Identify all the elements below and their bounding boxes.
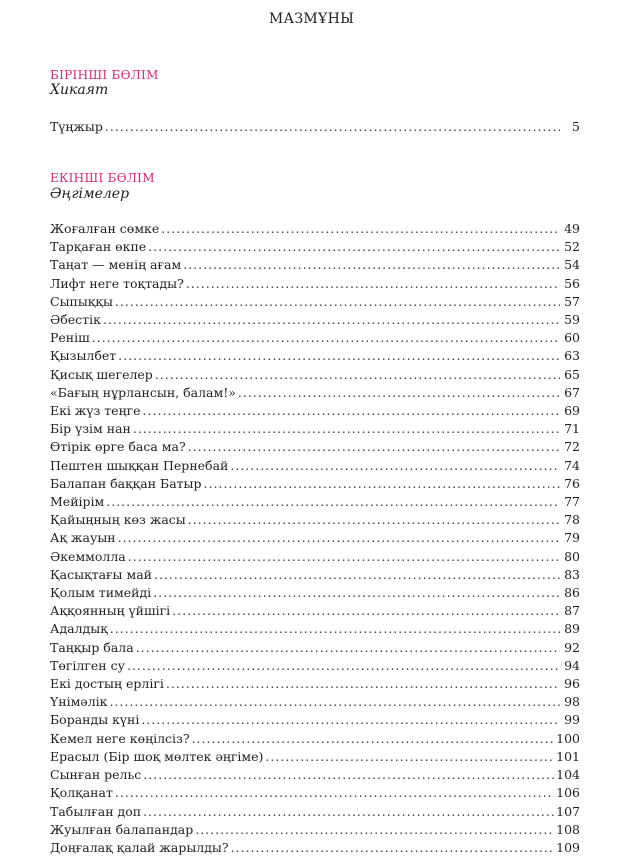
toc-entry-page: 60 xyxy=(564,330,580,346)
toc-entry-title: Ерасыл (Бір шоқ мөлтек әңгіме) xyxy=(50,748,264,764)
toc-leader-dots xyxy=(143,402,560,420)
toc-entry-page: 92 xyxy=(564,639,580,655)
toc-entry-page: 63 xyxy=(564,348,580,364)
toc-entry[interactable] xyxy=(50,529,580,547)
toc-entry[interactable] xyxy=(50,238,580,256)
toc-entry-title: Қолқанат xyxy=(50,785,113,801)
part-two-subtitle: Әңгімелер xyxy=(50,186,130,202)
toc-leader-dots xyxy=(128,548,560,566)
toc-entry-title: Үнiмәлік xyxy=(50,694,108,710)
toc-entry-page: 86 xyxy=(564,585,580,601)
toc-entry-title: Табылған доп xyxy=(50,803,142,819)
toc-entry[interactable] xyxy=(50,275,580,293)
toc-entry-page: 52 xyxy=(564,239,580,255)
toc-entry-title: Тарқаған өкпе xyxy=(50,239,147,255)
toc-leader-dots xyxy=(133,420,560,438)
toc-leader-dots xyxy=(188,511,560,529)
toc-entry-title: Екі жүз теңге xyxy=(50,403,141,419)
toc-entry-title: Аққоянның үйшігі xyxy=(50,603,171,619)
toc-entry[interactable] xyxy=(50,366,580,384)
toc-entry[interactable] xyxy=(50,620,580,638)
toc-entry-page: 80 xyxy=(564,548,580,564)
toc-entry[interactable] xyxy=(50,402,580,420)
toc-entry[interactable] xyxy=(50,311,580,329)
toc-entry-title: Сыпыққы xyxy=(50,293,113,309)
toc-entry[interactable] xyxy=(50,584,580,602)
toc-entry-title: Мейірім xyxy=(50,494,105,510)
toc-entry-page: 107 xyxy=(556,803,580,819)
toc-entry-title: Ақ жауын xyxy=(50,530,116,546)
toc-leader-dots xyxy=(143,766,554,784)
toc-entry-page: 74 xyxy=(564,457,580,473)
toc-entry[interactable] xyxy=(50,475,580,493)
toc-entry-title: «Бағың нұрлансын, балам!» xyxy=(50,384,236,400)
toc-leader-dots xyxy=(118,347,560,365)
toc-leader-dots xyxy=(118,529,560,547)
toc-entry[interactable] xyxy=(50,256,580,274)
toc-leader-dots xyxy=(141,711,560,729)
toc-leader-dots xyxy=(148,238,560,256)
toc-entry-title: Жуылған балапандар xyxy=(50,821,194,837)
toc-leader-dots xyxy=(115,293,560,311)
toc-entry[interactable] xyxy=(50,639,580,657)
toc-entry-title: Түңжыр xyxy=(50,119,103,134)
toc-entry[interactable] xyxy=(50,566,580,584)
toc-leader-dots xyxy=(265,748,554,766)
toc-entry-page: 59 xyxy=(564,312,580,328)
toc-entry-page: 96 xyxy=(564,676,580,692)
toc-entry[interactable] xyxy=(50,748,580,766)
toc-leader-dots xyxy=(166,675,560,693)
toc-leader-dots xyxy=(143,803,554,821)
page-title: МАЗМҰНЫ xyxy=(268,11,355,27)
toc-entry[interactable] xyxy=(50,821,580,839)
toc-leader-dots xyxy=(92,329,560,347)
toc-entry-page: 106 xyxy=(556,785,580,801)
toc-entry-title: Төгілген су xyxy=(50,657,125,673)
toc-entry[interactable] xyxy=(50,766,580,784)
toc-entry-page: 56 xyxy=(564,275,580,291)
toc-entry-title: Қызылбет xyxy=(50,348,117,364)
part-one-label: БІРІНШІ БӨЛІМ xyxy=(50,68,159,82)
toc-entry-title: Пештен шыққан Пернебай xyxy=(50,457,229,473)
toc-entry-page: 69 xyxy=(564,403,580,419)
toc-leader-dots xyxy=(153,584,560,602)
toc-entry-title: Қисық шегелер xyxy=(50,366,153,382)
toc-leader-dots xyxy=(136,639,560,657)
toc-entry-title: Боранды күні xyxy=(50,712,140,728)
part-one-subtitle: Хикаят xyxy=(50,82,109,98)
toc-leader-dots xyxy=(231,839,555,857)
part-two-label: ЕКІНШІ БӨЛІМ xyxy=(50,171,155,185)
toc-entry-title: Балапан баққан Батыр xyxy=(50,475,202,491)
toc-entry-title: Қасықтағы май xyxy=(50,566,152,582)
toc-entry[interactable] xyxy=(50,657,580,675)
toc-entry-title: Әкеммолла xyxy=(50,548,126,564)
toc-entry-title: Қолым тимейді xyxy=(50,585,152,601)
toc-leader-dots xyxy=(103,311,560,329)
toc-entry-title: Таңат — менің ағам xyxy=(50,257,182,273)
part-two-toc xyxy=(50,220,580,857)
toc-entry-page: 65 xyxy=(564,366,580,382)
toc-entry[interactable] xyxy=(50,457,580,475)
toc-leader-dots xyxy=(183,256,560,274)
toc-entry[interactable] xyxy=(50,730,580,748)
toc-entry-page: 77 xyxy=(564,494,580,510)
toc-entry[interactable] xyxy=(50,220,580,238)
toc-entry-page: 101 xyxy=(556,748,580,764)
toc-entry-page: 79 xyxy=(564,530,580,546)
toc-entry-title: Таңқыр бала xyxy=(50,639,134,655)
toc-entry[interactable] xyxy=(50,293,580,311)
toc-entry[interactable] xyxy=(50,493,580,511)
toc-leader-dots xyxy=(186,275,560,293)
toc-entry-title: Сынған рельс xyxy=(50,767,142,783)
toc-entry[interactable] xyxy=(50,347,580,365)
toc-entry-page: 89 xyxy=(564,621,580,637)
toc-entry[interactable] xyxy=(50,438,580,456)
toc-entry-title: Адалдық xyxy=(50,621,108,637)
toc-entry[interactable] xyxy=(50,329,580,347)
toc-leader-dots xyxy=(204,475,560,493)
toc-entry-page: 98 xyxy=(564,694,580,710)
toc-entry-title: Лифт неге тоқтады? xyxy=(50,275,184,291)
toc-entry[interactable] xyxy=(50,511,580,529)
toc-entry-page: 49 xyxy=(564,221,580,236)
toc-leader-dots xyxy=(161,220,560,238)
toc-entry[interactable] xyxy=(50,711,580,729)
toc-leader-dots xyxy=(105,118,560,136)
toc-entry-page: 76 xyxy=(564,475,580,491)
toc-entry-title: Доңғалақ қалай жарылды? xyxy=(50,839,229,855)
toc-entry[interactable] xyxy=(50,693,580,711)
toc-entry-title: Реніш xyxy=(50,330,90,346)
toc-entry[interactable] xyxy=(50,420,580,438)
toc-entry-page: 72 xyxy=(564,439,580,455)
toc-entry[interactable] xyxy=(50,675,580,693)
toc-entry-page: 57 xyxy=(564,293,580,309)
toc-entry-page: 5 xyxy=(572,119,580,134)
toc-entry[interactable] xyxy=(50,839,580,857)
toc-leader-dots xyxy=(127,657,560,675)
toc-entry[interactable] xyxy=(50,548,580,566)
toc-leader-dots xyxy=(155,366,560,384)
toc-leader-dots xyxy=(115,784,554,802)
toc-entry-page: 87 xyxy=(564,603,580,619)
toc-leader-dots xyxy=(106,493,560,511)
toc-entry-page: 108 xyxy=(556,821,580,837)
toc-entry[interactable] xyxy=(50,118,580,136)
toc-leader-dots xyxy=(192,730,555,748)
toc-leader-dots xyxy=(188,438,560,456)
toc-entry-page: 109 xyxy=(556,839,580,855)
toc-entry-page: 67 xyxy=(564,384,580,400)
toc-entry[interactable] xyxy=(50,784,580,802)
toc-entry-page: 71 xyxy=(564,421,580,437)
toc-leader-dots xyxy=(154,566,560,584)
toc-leader-dots xyxy=(172,602,560,620)
toc-entry-title: Қайыңның көз жасы xyxy=(50,512,186,528)
toc-leader-dots xyxy=(109,693,560,711)
toc-entry-page: 78 xyxy=(564,512,580,528)
toc-entry-title: Өтірік өрге баса ма? xyxy=(50,439,186,455)
toc-leader-dots xyxy=(230,457,560,475)
toc-leader-dots xyxy=(238,384,560,402)
toc-leader-dots xyxy=(110,620,560,638)
part-one-toc xyxy=(50,118,580,136)
toc-entry-page: 104 xyxy=(556,767,580,783)
toc-entry-title: Кемел неге көңілсіз? xyxy=(50,730,190,746)
toc-entry-title: Әбестік xyxy=(50,312,101,328)
toc-entry-title: Бір үзім нан xyxy=(50,421,131,437)
toc-leader-dots xyxy=(195,821,554,839)
toc-entry[interactable] xyxy=(50,803,580,821)
toc-entry[interactable] xyxy=(50,602,580,620)
toc-entry-page: 99 xyxy=(564,712,580,728)
toc-entry-page: 94 xyxy=(564,657,580,673)
toc-entry-title: Жоғалған сөмке xyxy=(50,221,160,236)
toc-entry-page: 54 xyxy=(564,257,580,273)
toc-entry-page: 83 xyxy=(564,566,580,582)
toc-entry-title: Екі достың ерлігі xyxy=(50,676,164,692)
toc-entry-page: 100 xyxy=(556,730,580,746)
toc-entry[interactable] xyxy=(50,384,580,402)
